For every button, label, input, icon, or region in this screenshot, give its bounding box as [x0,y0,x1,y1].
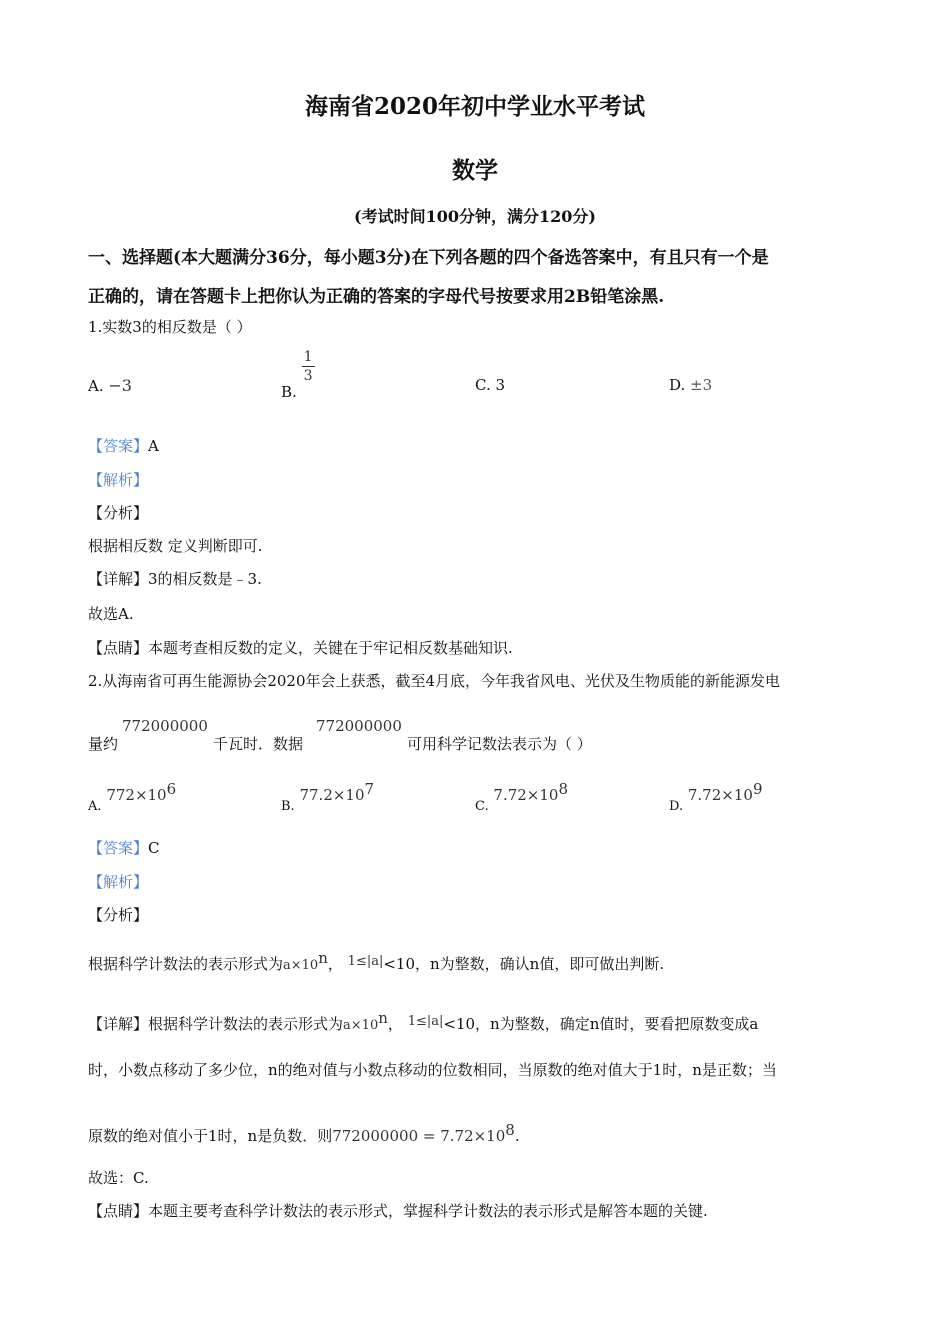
q1-option-d: D. ±3 [669,376,713,394]
q2-detail: 【详解】根据科学计数法的表示形式为$a\times 10^n$， 1≤|a|<10，n为整数，确定n值时，要看把原数变成a [88,1009,759,1033]
q2-option-d: D. $7.72\times 10^9$ [669,780,763,814]
q2-stem-line1: 2.从海南省可再生能源协会2020年会上获悉，截至4月底，今年我省风电、光伏及生物质能的新能源发电 [88,672,781,690]
q1-answer: 【答案】A [88,437,159,455]
q1-fenxi: 根据相反数 定义判断即可. [88,537,263,555]
q2-number-1: 772000000 [122,717,208,735]
q2-detail-line3: 原数的绝对值小于1时，n是负数．则$772000000 = 7.72\times 10^8$. [88,1121,520,1145]
q1-comment: 【点睛】本题考查相反数的定义，关键在于牢记相反数基础知识. [88,639,513,657]
q2-stem-line2a: 量约 [88,735,119,753]
q1-fenxi-tag: 【分析】 [88,504,149,522]
q1-option-a: A. −3 [88,376,132,395]
q1-detail: 【详解】3的相反数是﹣3. [88,570,262,588]
q2-stem-line2c: 可用科学记数法表示为（ ） [407,735,592,753]
q2-stem-line2b: 千瓦时．数据 [213,735,304,753]
fraction: $\frac{1}{3}$ [303,349,313,384]
q2-fenxi: 根据科学计数法的表示形式为$a\times 10^n$， 1≤|a|<10，n为整数，确认n值，即可做出判断. [88,949,665,973]
q2-number-2: 772000000 [316,717,402,735]
q1-stem: 1.实数3的相反数是（ ） [88,318,252,336]
q2-choose: 故选：C. [88,1169,149,1187]
q2-analysis-tag: 【解析】 [88,873,149,891]
q2-option-b: B. $77.2\times 10^7$ [281,780,375,814]
q2-answer: 【答案】C [88,839,160,857]
q1-option-b: B. $\frac{1}{3}$ [281,349,313,401]
subject-title: 数学 [452,157,498,184]
q2-detail-line2: 时，小数点移动了多少位，n的绝对值与小数点移动的位数相同，当原数的绝对值大于1时，n是正数；当 [88,1061,777,1079]
q1-analysis-tag: 【解析】 [88,471,149,489]
q2-option-a: A. $772\times 10^6$ [88,780,177,814]
q2-option-c: C. $7.72\times 10^8$ [475,780,569,814]
exam-title: 海南省2020年初中学业水平考试 [304,93,645,120]
exam-info: (考试时间100分钟，满分120分) [354,207,596,226]
q2-fenxi-tag: 【分析】 [88,906,149,924]
q2-comment: 【点睛】本题主要考查科学计数法的表示形式，掌握科学计数法的表示形式是解答本题的关键. [88,1202,708,1220]
q1-choose: 故选A. [88,605,134,623]
section-instruction-line1: 一、选择题(本大题满分36分，每小题3分)在下列各题的四个备选答案中，有且只有一个是 [88,248,769,268]
q1-option-c: C. 3 [475,376,506,394]
section-instruction-line2: 正确的，请在答题卡上把你认为正确的答案的字母代号按要求用2B铅笔涂黑. [88,287,665,307]
